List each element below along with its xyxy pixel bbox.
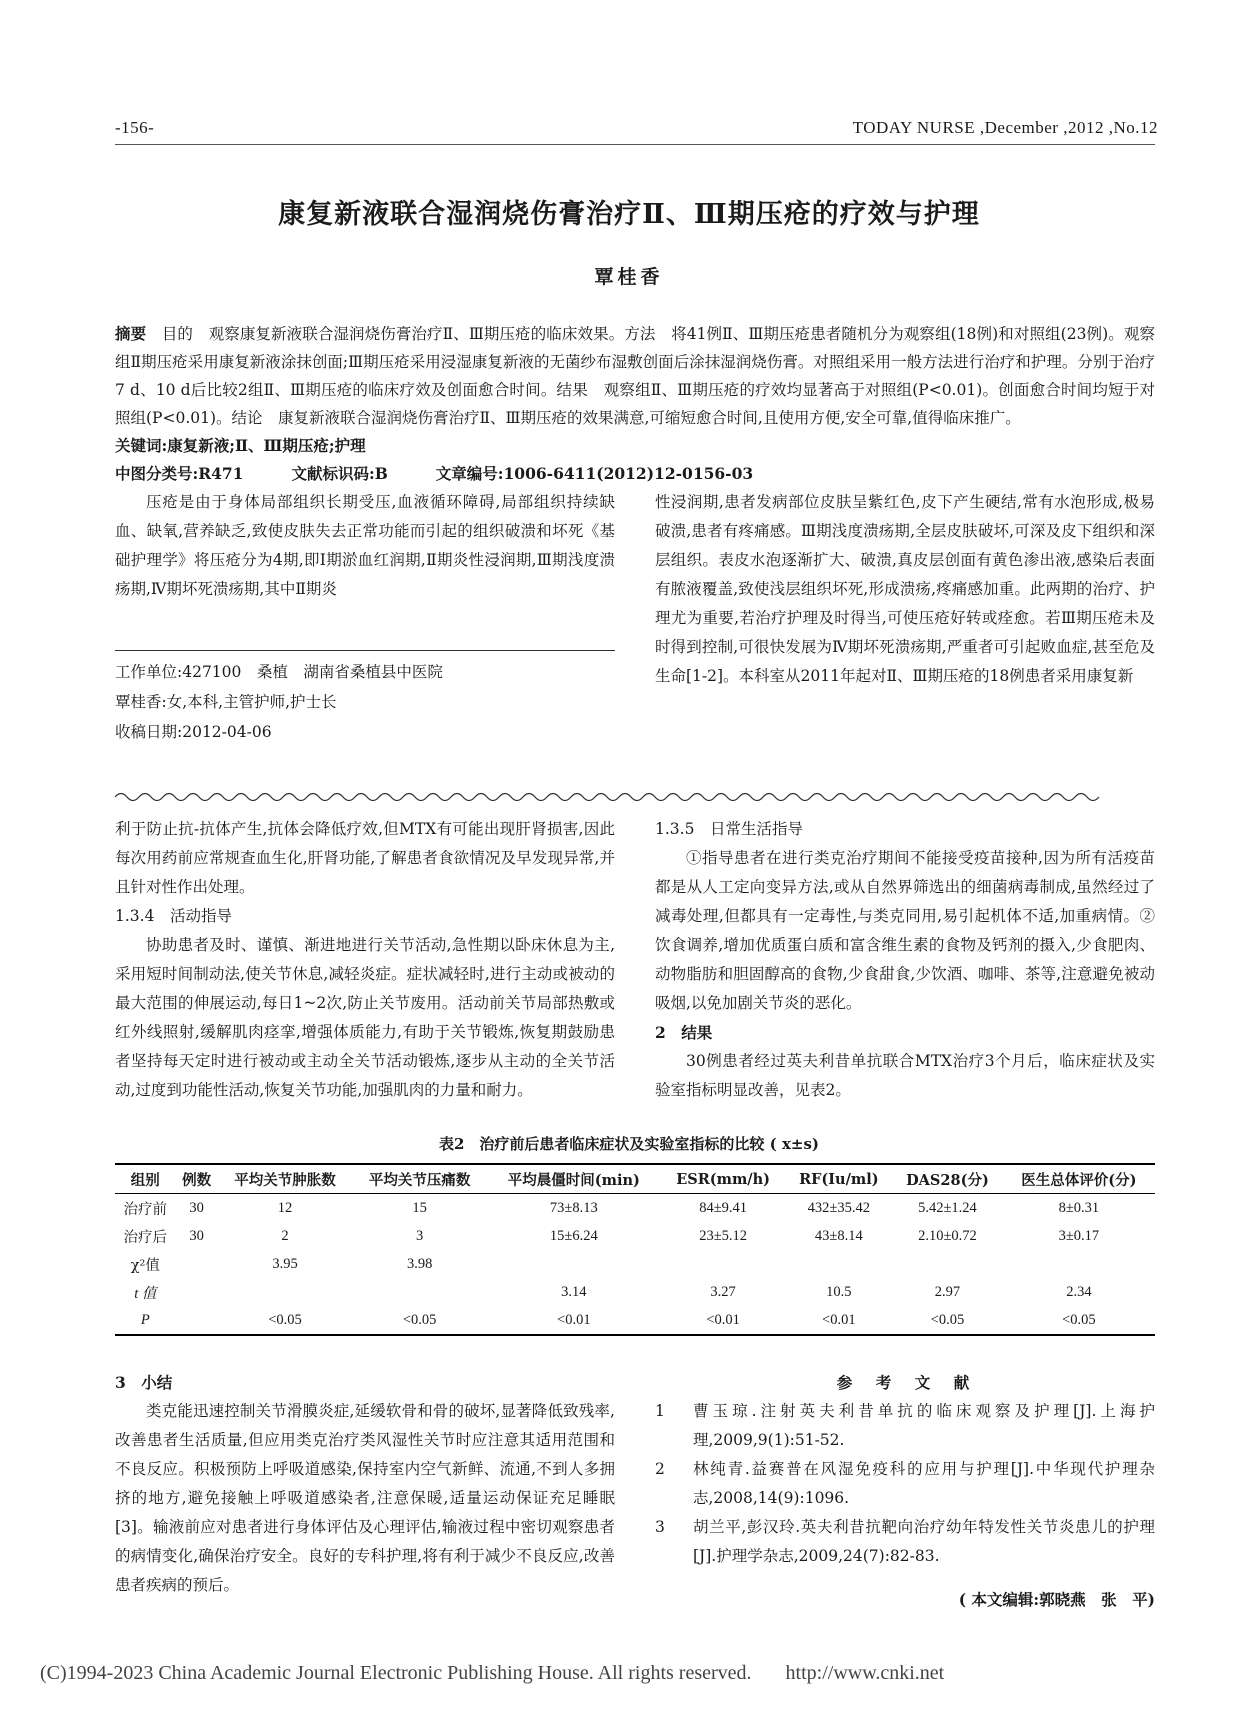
header-physician-global: 医生总体评价(分) (1021, 1171, 1137, 1189)
table-cell: <0.01 (706, 1311, 740, 1328)
summary-paragraph: 类克能迅速控制关节滑膜炎症,延缓软骨和骨的破坏,显著降低致残率,改善患者生活质量,但应用类克治疗类风湿性关节时应注意其适用范围和不良反应。积极预防上呼吸道感染,保持室内空气新鲜、流通,不到人多拥挤的地方,避免接触上呼吸道感染者,注意保暖,适量运动保证充足睡眠[3]。输液前应对患者进行身体评估及心理评估,输液过程中密切观察患者的病情变化,确保治疗安全。良好的专科护理,将有利于减少不良反应,改善患者疾病的预后。 (115, 1402, 615, 1594)
summary-column (115, 1368, 615, 1600)
table-header-row (115, 1164, 1155, 1194)
abstract-label: 摘要 (115, 324, 147, 343)
table-cell (1003, 1250, 1155, 1278)
article-title: 康复新液联合湿润烧伤膏治疗Ⅱ、Ⅲ期压疮的疗效与护理 (278, 199, 980, 230)
table-cell (786, 1250, 893, 1278)
footnote-rule (115, 650, 615, 651)
abstract-text: 目的 观察康复新液联合湿润烧伤膏治疗Ⅱ、Ⅲ期压疮的临床效果。方法 将41例Ⅱ、Ⅲ期压疮患者随机分为观察组(18例)和对照组(23例)。观察组Ⅱ期压疮采用康复新液涂抹创面;Ⅲ期压疮采用浸湿康复新液的无菌纱布湿敷创面后涂抹湿润烧伤膏。对照组采用一般方法进行治疗和护理。分别于治疗7 d、10 d后比较2组Ⅱ、Ⅲ期压疮的临床疗效及创面愈合时间。结果 观察组Ⅱ、Ⅲ期压疮的疗效均显著高于对照组(P<0.01)。创面愈合时间均短于对照组(P<0.01)。结论 康复新液联合湿润烧伤膏治疗Ⅱ、Ⅲ期压疮的效果满意,可缩短愈合时间,且使用方便,安全可靠,值得临床推广。 (115, 325, 1155, 427)
abstract-block (115, 320, 1155, 488)
table-row (115, 1250, 1155, 1278)
table-row (115, 1278, 1155, 1306)
table-cell: P (140, 1311, 150, 1328)
editor-note: ( 本文编辑:郭晓燕 张 平) (958, 1590, 1155, 1609)
keywords: 关键词:康复新液;Ⅱ、Ⅲ期压疮;护理 (115, 436, 366, 455)
results-paragraph: 30例患者经过英夫利昔单抗联合MTX治疗3个月后，临床症状及实验室指标明显改善，见表2。 (655, 1052, 1155, 1099)
table-cell: 3±0.17 (1058, 1227, 1100, 1244)
table-cell (176, 1250, 218, 1278)
section-divider (115, 790, 1155, 804)
table-cell: <0.01 (822, 1311, 856, 1328)
header-rule (115, 144, 1155, 145)
reference-text: 胡兰平,彭汉玲.英夫利昔抗靶向治疗幼年特发性关节炎患儿的护理[J].护理学杂志,2009,24(7):82-83. (693, 1518, 1155, 1565)
section-heading-1-3-4: 1.3.4 活动指导 (115, 907, 232, 925)
table-cell: 23±5.12 (699, 1227, 748, 1244)
table-row (115, 1194, 1155, 1223)
header-tenderness: 平均关节压痛数 (368, 1171, 471, 1189)
table-cell: 43±8.14 (814, 1227, 863, 1244)
daily-life-paragraph: ①指导患者在进行类克治疗期间不能接受疫苗接种,因为所有活疫苗都是从人工定向变异方法,或从自然界筛选出的细菌病毒制成,虽然经过了减毒处理,但都具有一定毒性,与类克同用,易引起机体不适,加重病情。②饮食调养,增加优质蛋白质和富含维生素的食物及钙剂的摄入,少食肥肉、动物脂肪和胆固醇高的食物,少食甜食,少饮酒、咖啡、茶等,注意避免被动吸烟,以免加剧关节炎的恶化。 (655, 849, 1155, 1012)
table-cell (487, 1250, 661, 1278)
table-cell: 3.95 (272, 1255, 298, 1272)
received-date: 收稿日期:2012-04-06 (115, 723, 272, 741)
header-rf: RF(Iu/ml) (799, 1170, 879, 1188)
document-code: 文献标识码:B (291, 464, 388, 483)
table-cell: 2.34 (1066, 1283, 1092, 1300)
article-number: 文章编号:1006-6411(2012)12-0156-03 (435, 464, 754, 483)
reference-text: 林纯青.益赛普在风湿免疫科的应用与护理[J].中华现代护理杂志,2008,14(9):1096. (693, 1460, 1155, 1507)
lower-right-column (655, 815, 1155, 1105)
affiliation-block (115, 657, 615, 747)
table-caption: 表2 治疗前后患者临床症状及实验室指标的比较 ( x±s) (438, 1135, 820, 1153)
reference-item (655, 1455, 1155, 1513)
copyright-footer (40, 1662, 1258, 1685)
table-cell (218, 1278, 353, 1306)
mtx-paragraph: 利于防止抗-抗体产生,抗体会降低疗效,但MTX有可能出现肝肾损害,因此每次用药前应常规查血生化,肝肾功能,了解患者食欲情况及早发现异常,并且针对性作出处理。 (115, 820, 615, 896)
journal-header: TODAY NURSE ,December ,2012 ,No.12 (852, 118, 1158, 137)
lower-left-column (115, 815, 615, 1105)
table-cell: 3 (416, 1227, 424, 1244)
work-unit: 工作单位:427100 桑植 湖南省桑植县中医院 (115, 663, 443, 681)
author-bio: 覃桂香:女,本科,主管护师,护士长 (115, 693, 337, 711)
table-cell: 2.97 (934, 1283, 961, 1300)
references-column (655, 1368, 1155, 1614)
clc-number: 中图分类号:R471 (115, 464, 244, 483)
table-cell: 治疗前 (123, 1201, 168, 1218)
footer-url[interactable]: http://www.cnki.net (785, 1662, 945, 1684)
table-cell (892, 1250, 1003, 1278)
table-cell: <0.05 (268, 1311, 302, 1328)
table-cell: 3.98 (406, 1255, 433, 1272)
table-cell: 10.5 (826, 1283, 852, 1300)
table-cell: 12 (277, 1199, 293, 1216)
copyright-text: (C)1994-2023 China Academic Journal Electronic Publishing House. All rights reserved. (40, 1662, 752, 1684)
table-cell: χ²值 (130, 1257, 160, 1274)
intro-paragraph-continued: 性浸润期,患者发病部位皮肤呈紫红色,皮下产生硬结,常有水泡形成,极易破溃,患者有疼痛感。Ⅲ期浅度溃疡期,全层皮肤破坏,可深及皮下组织和深层组织。表皮水泡逐渐扩大、破溃,真皮层创面有黄色渗出液,感染后表面有脓液覆盖,致使浅层组织坏死,形成溃疡,疼痛感加重。此两期的治疗、护理尤为重要,若治疗护理及时得当,可使压疮好转或痊愈。若Ⅲ期压疮未及时得到控制,可很快发展为Ⅳ期坏死溃疡期,严重者可引起败血症,甚至危及生命[1-2]。本科室从2011年起对Ⅱ、Ⅲ期压疮的18例患者采用康复新 (655, 493, 1155, 685)
header-count: 例数 (182, 1171, 212, 1189)
page-number: -156- (115, 118, 155, 137)
header-swelling: 平均关节肿胀数 (234, 1171, 336, 1189)
intro-left-column (115, 488, 615, 604)
abstract-paragraph (115, 320, 1155, 432)
table-cell: <0.01 (557, 1311, 591, 1328)
table-cell: <0.05 (402, 1311, 437, 1328)
reference-text: 曹玉琼.注射英夫利昔单抗的临床观察及护理[J].上海护理,2009,9(1):51-52. (693, 1402, 1155, 1449)
table-cell: 30 (189, 1199, 204, 1216)
table-cell: 治疗后 (123, 1229, 168, 1246)
table-cell: <0.05 (1062, 1311, 1096, 1328)
table-cell: t 值 (134, 1285, 157, 1302)
table-cell: 3.27 (710, 1283, 736, 1300)
header-morning-stiffness: 平均晨僵时间(min) (507, 1171, 640, 1189)
author: 覃桂香 (594, 266, 664, 288)
table-cell: 8±0.31 (1058, 1199, 1100, 1216)
header-group: 组别 (130, 1171, 160, 1189)
classification-line (115, 460, 1155, 488)
table-row (115, 1306, 1155, 1335)
reference-number: 1 (655, 1402, 665, 1420)
table-cell: <0.05 (930, 1311, 965, 1328)
table-cell (661, 1250, 786, 1278)
table-cell: 15 (412, 1199, 427, 1216)
table-cell: 15±6.24 (549, 1227, 598, 1244)
table-cell: 5.42±1.24 (918, 1199, 977, 1216)
section-heading-1-3-5: 1.3.5 日常生活指导 (655, 820, 803, 838)
table-cell: 30 (189, 1227, 204, 1244)
section-heading-2: 2 结果 (655, 1023, 713, 1042)
table-cell: 2 (281, 1227, 289, 1244)
reference-item (655, 1513, 1155, 1571)
results-table (115, 1163, 1155, 1336)
table-cell: 432±35.42 (807, 1199, 870, 1216)
header-esr: ESR(mm/h) (676, 1170, 771, 1188)
header-das28: DAS28(分) (906, 1171, 989, 1189)
table-cell: 73±8.13 (549, 1199, 598, 1216)
table-cell (176, 1278, 218, 1306)
table-cell (176, 1306, 218, 1335)
section-heading-3: 3 小结 (115, 1373, 173, 1392)
table-cell: 84±9.41 (699, 1199, 748, 1216)
reference-number: 3 (655, 1518, 665, 1536)
activity-paragraph: 协助患者及时、谨慎、渐进地进行关节活动,急性期以卧床休息为主,采用短时间制动法,使关节休息,减轻炎症。症状减轻时,进行主动或被动的最大范围的伸展运动,每日1~2次,防止关节废用。活动前关节局部热敷或红外线照射,缓解肌肉痉挛,增强体质能力,有助于关节锻炼,恢复期鼓励患者坚持每天定时进行被动或主动全关节活动锻炼,逐步从主动的全关节活动,过度到功能性活动,恢复关节功能,加强肌肉的力量和耐力。 (115, 936, 615, 1099)
table-cell: 3.14 (561, 1283, 587, 1300)
intro-paragraph: 压疮是由于身体局部组织长期受压,血液循环障碍,局部组织持续缺血、缺氧,营养缺乏,致使皮肤失去正常功能而引起的组织破溃和坏死《基础护理学》将压疮分为4期,即Ⅰ期淤血红润期,Ⅱ期炎性浸润期,Ⅲ期浅度溃疡期,Ⅳ期坏死溃疡期,其中Ⅱ期炎 (115, 493, 615, 598)
table-row (115, 1222, 1155, 1250)
table-cell: 2.10±0.72 (918, 1227, 977, 1244)
reference-number: 2 (655, 1460, 665, 1478)
reference-item (655, 1397, 1155, 1455)
intro-right-column (655, 488, 1155, 691)
table-cell (352, 1278, 487, 1306)
references-heading: 参 考 文 献 (836, 1373, 974, 1392)
